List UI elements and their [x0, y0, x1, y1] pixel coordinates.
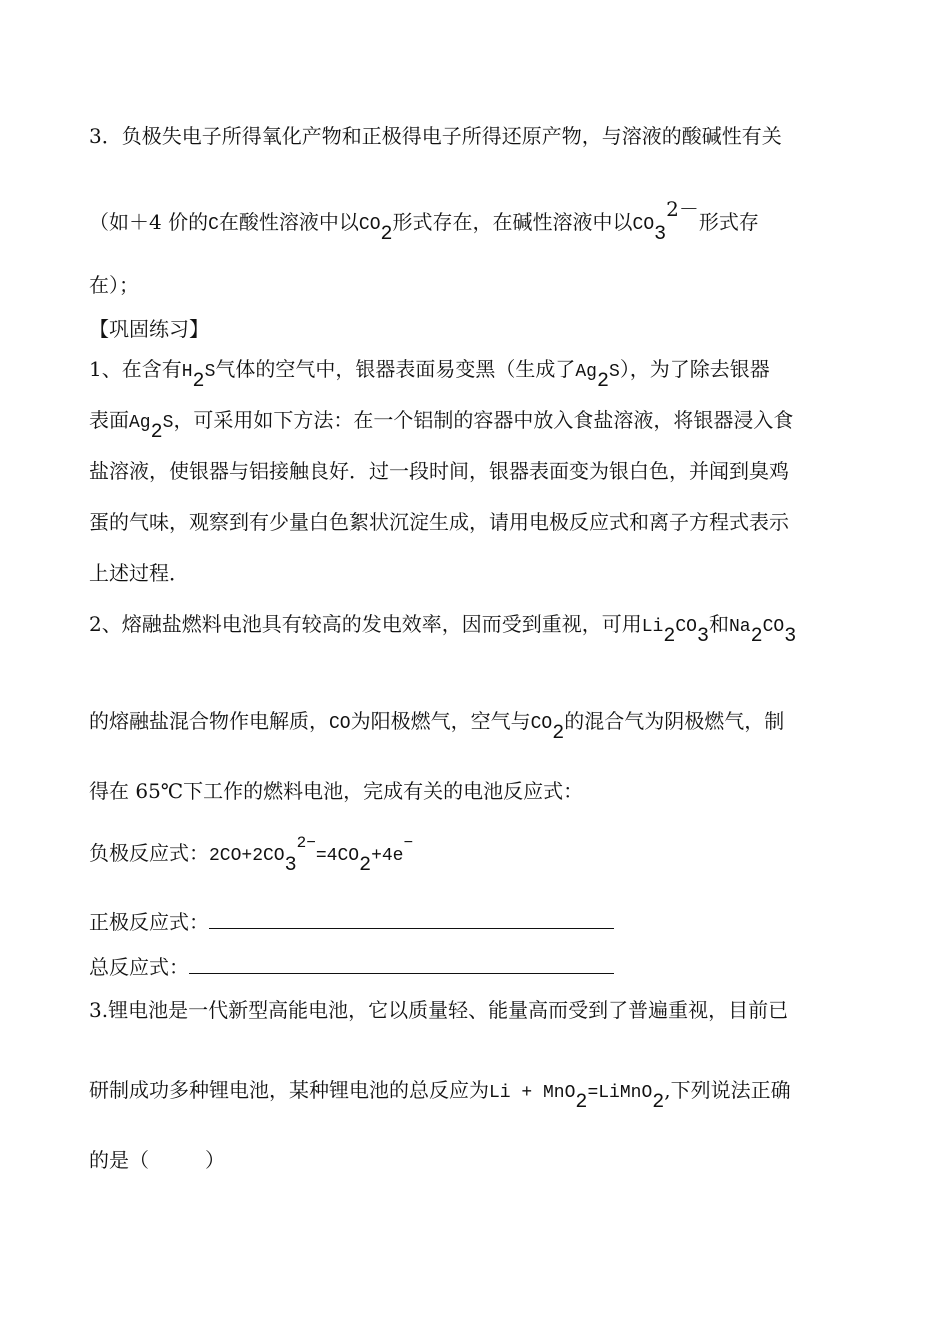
- positive-electrode-answer-blank[interactable]: [209, 914, 614, 929]
- q1-line3: 盐溶液，使银器与铝接触良好．过一段时间，银器表面变为银白色，并闻到臭鸡: [89, 459, 789, 483]
- q1-line2: 表面Ag2S，可采用如下方法：在一个铝制的容器中放入食盐溶液，将银器浸入食: [89, 408, 794, 444]
- q2-line1: 2、熔融盐燃料电池具有较高的发电效率，因而受到重视，可用Li2CO3和Na2CO3: [89, 612, 797, 648]
- q3-line2: 研制成功多种锂电池，某种锂电池的总反应为Li + MnO2=LiMnO2,下列说法正确: [89, 1078, 791, 1114]
- q3-line3: 的是（ ）: [89, 1148, 225, 1172]
- total-reaction-answer-blank[interactable]: [189, 959, 614, 974]
- q3-line1: 3.锂电池是一代新型高能电池，它以质量轻、能量高而受到了普遍重视，目前已: [89, 998, 789, 1022]
- positive-electrode-equation: 正极反应式：: [89, 912, 614, 932]
- q2-line3: 得在 65℃下工作的燃料电池，完成有关的电池反应式：: [89, 779, 584, 803]
- note3-line1: 3．负极失电子所得氧化产物和正极得电子所得还原产物，与溶液的酸碱性有关: [89, 124, 782, 148]
- q1-line5: 上述过程．: [89, 561, 189, 585]
- q1-line1: 1、在含有H2S气体的空气中，银器表面易变黑（生成了Ag2S），为了除去银器: [89, 357, 770, 393]
- section-title: 【巩固练习】: [89, 317, 209, 341]
- note3-line2: （如＋4 价的C在酸性溶液中以CO2形式存在，在碱性溶液中以CO32－形式存: [89, 197, 759, 246]
- q2-line2: 的熔融盐混合物作电解质，CO为阳极燃气，空气与CO2的混合气为阴极燃气，制: [89, 709, 785, 745]
- q1-line4: 蛋的气味，观察到有少量白色絮状沉淀生成，请用电极反应式和离子方程式表示: [89, 510, 789, 534]
- total-reaction-equation: 总反应式：: [89, 957, 614, 977]
- negative-electrode-equation: 负极反应式：$2CO+2CO3^{2-}=4CO2+4e^-$: [89, 834, 414, 877]
- note3-line3: 在）；: [89, 273, 139, 297]
